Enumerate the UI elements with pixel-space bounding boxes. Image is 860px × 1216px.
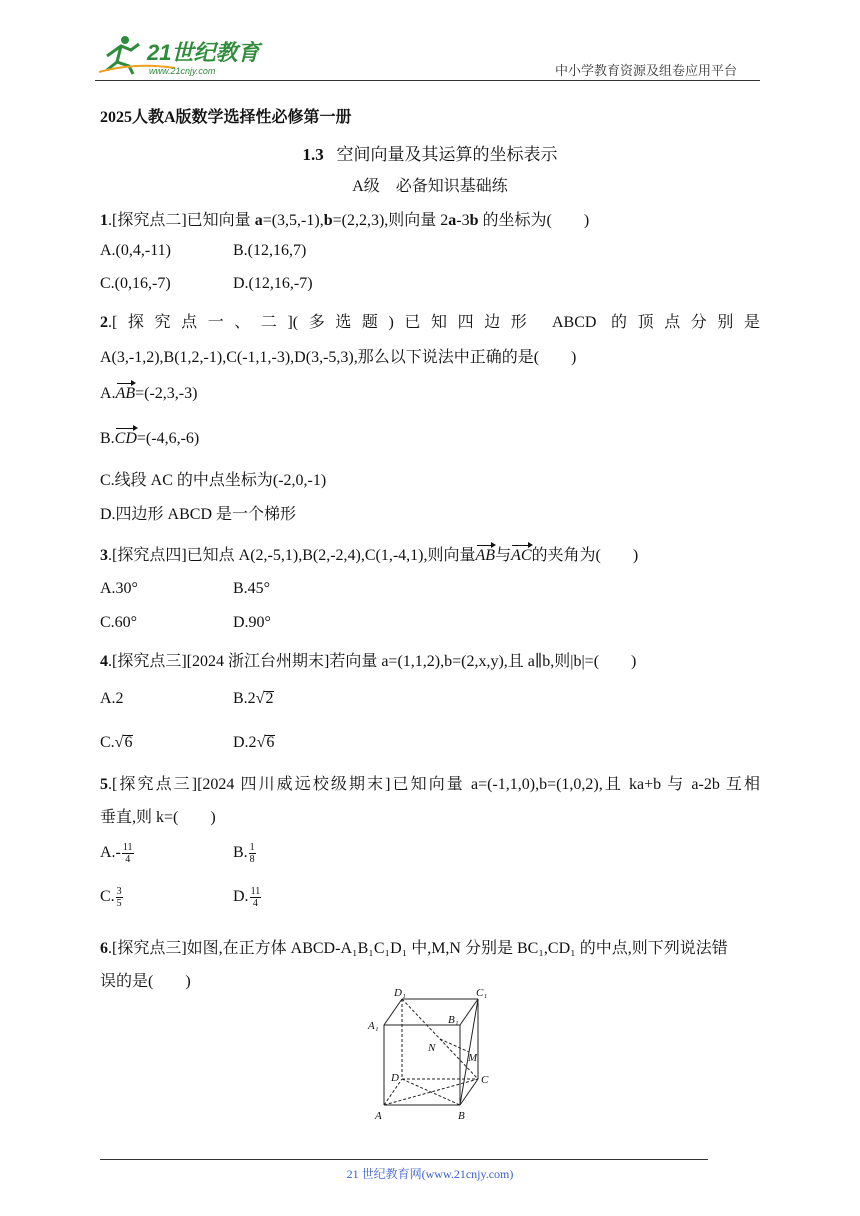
header-platform-text: 中小学教育资源及组卷应用平台 [555, 63, 738, 78]
denominator: 5 [116, 898, 122, 909]
question-5-line-1: 5.[探究点三][2024 四川威远校级期末]已知向量 a=(-1,1,0),b=(1,0,2),且 ka+b 与 a-2b 互相 [100, 776, 760, 793]
denominator: 4 [252, 898, 258, 909]
question-text: =(3,5,-1), [262, 212, 324, 229]
label-c: C [481, 1074, 489, 1086]
denominator: 8 [249, 854, 255, 865]
question-4: 4.[探究点三][2024 浙江台州期末]若向量 a=(1,1,2),b=(2,x,y),且 a∥b,则|b|=( ) [100, 653, 637, 670]
q3-option-c: C.60° [100, 614, 138, 631]
question-text: [探究点三][2024 四川威远校级期末]已知向量 a=(-1,1,0),b=(1,0,2),且 ka+b 与 a-2b 互相 [112, 776, 760, 793]
vector-a: a [254, 212, 263, 229]
q2-option-c: C.线段 AC 的中点坐标为(-2,0,-1) [100, 472, 327, 489]
fraction [249, 842, 256, 865]
section-number: 1.3 [302, 145, 324, 164]
label-a: A [375, 1110, 382, 1122]
option-letter: A. [100, 385, 116, 402]
vector-b: b [323, 212, 333, 229]
q4-option-c: C.√6 [100, 734, 133, 751]
q5-option-d [233, 886, 262, 909]
q1-option-a: A.(0,4,-11) [100, 242, 171, 259]
question-tag: [探究点二] [112, 212, 187, 229]
logo-url: www.21cnjy.com [149, 66, 216, 76]
logo-text: 21世纪教育 [147, 40, 260, 65]
question-text: 的坐标为( ) [478, 212, 590, 229]
question-text: [探究点四]已知点 A(2,-5,1),B(2,-2,4),C(1,-4,1),则向量 [112, 547, 476, 564]
radicand: 2 [265, 690, 274, 707]
label-n: N [428, 1042, 436, 1054]
vector-ac: AC [511, 547, 532, 564]
header-divider [95, 80, 760, 81]
option-letter: B. [100, 430, 115, 447]
question-5-line-2: 垂直,则 k=( ) [100, 809, 216, 826]
section-name: 空间向量及其运算的坐标表示 [336, 145, 558, 164]
vector-a: a [448, 212, 457, 229]
numerator: 1 [249, 842, 255, 853]
option-text: B.2 [233, 690, 256, 707]
question-number: 5 [100, 776, 108, 793]
option-letter: B. [233, 844, 248, 862]
q3-option-b: B.45° [233, 580, 271, 597]
question-number: 3 [100, 547, 108, 564]
label-a1: A₁ [368, 1020, 379, 1032]
question-6-line-1: 6.[探究点三]如图,在正方体 ABCD-A₁B₁C₁D₁ 中,M,N 分别是 BC₁,CD₁ 的中点,则下列说法错 [100, 940, 728, 957]
question-2-line-2: A(3,-1,2),B(1,2,-1),C(-1,1,-3),D(3,-5,3),那么以下说法中正确的是( ) [100, 349, 577, 366]
question-1: 1.[探究点二]已知向量 a=(3,5,-1),b=(2,2,3),则向量 2a-3b 的坐标为( ) [100, 212, 590, 229]
question-number: 6 [100, 940, 108, 957]
vector-cd: CD [114, 430, 137, 447]
question-text: [探究点一、二](多选题)已知四边形 ABCD 的顶点分别是 [112, 314, 760, 331]
section-title [0, 140, 860, 165]
cube-figure [360, 985, 500, 1125]
q1-option-b: B.(12,16,7) [233, 242, 307, 259]
option-letter: A.- [100, 844, 121, 862]
q4-option-d: D.2√6 [233, 734, 275, 751]
fraction [250, 886, 262, 909]
label-b: B [458, 1110, 465, 1122]
vector-ab: AB [475, 547, 496, 564]
question-2-line-1: 2.[探究点一、二](多选题)已知四边形 ABCD 的顶点分别是 [100, 314, 760, 331]
q3-option-a: A.30° [100, 580, 138, 597]
option-letter: C. [100, 888, 115, 906]
footer-divider [100, 1159, 708, 1160]
numerator: 11 [250, 886, 261, 897]
question-text: =(2,2,3),则向量 2 [332, 212, 449, 229]
option-text: D.2 [233, 734, 257, 751]
option-text: =(-4,6,-6) [136, 430, 200, 447]
q4-option-a: A.2 [100, 690, 124, 707]
question-number: 2 [100, 314, 108, 331]
q5-option-a [100, 842, 135, 865]
vector-b: b [469, 212, 479, 229]
radicand: 6 [266, 734, 275, 751]
q1-option-d: D.(12,16,-7) [233, 275, 313, 292]
site-logo [95, 32, 265, 78]
label-c1: C₁ [476, 987, 488, 999]
section-subtitle: A级 必备知识基础练 [352, 178, 508, 195]
q5-option-b [233, 842, 257, 865]
question-6-line-2: 误的是( ) [100, 973, 191, 990]
option-text: C. [100, 734, 115, 751]
question-text: -3 [456, 212, 470, 229]
footer-link[interactable]: 21 世纪教育网(www.21cnjy.com) [346, 1167, 514, 1181]
label-d: D [391, 1072, 399, 1084]
fraction [116, 886, 123, 909]
question-text: [探究点三][2024 浙江台州期末]若向量 a=(1,1,2),b=(2,x,y),且 a∥b,则|b|=( ) [112, 653, 637, 670]
question-text: [探究点三]如图,在正方体 ABCD-A₁B₁C₁D₁ 中,M,N 分别是 BC₁,CD₁ 的中点,则下列说法错 [112, 940, 728, 957]
question-text: 的夹角为( ) [531, 547, 639, 564]
book-title: 2025人教A版数学选择性必修第一册 [100, 109, 352, 126]
numerator: 11 [122, 842, 133, 853]
question-number: 1 [100, 212, 108, 229]
option-letter: D. [233, 888, 249, 906]
q5-option-c [100, 886, 124, 909]
question-3: 3.[探究点四]已知点 A(2,-5,1),B(2,-2,4),C(1,-4,1),则向量AB与AC的夹角为( ) [100, 547, 639, 564]
radicand: 6 [124, 734, 133, 751]
runner-logo-icon [95, 32, 265, 78]
question-text: 与 [495, 547, 512, 564]
q2-option-b [100, 430, 199, 448]
label-m: M [468, 1052, 478, 1064]
q4-option-b: B.2√2 [233, 690, 274, 707]
question-number: 4 [100, 653, 108, 670]
fraction [122, 842, 134, 865]
label-b1: B₁ [448, 1014, 459, 1026]
question-text: 已知向量 [186, 212, 255, 229]
vector-ab: AB [115, 385, 136, 402]
numerator: 3 [116, 886, 122, 897]
q1-option-c: C.(0,16,-7) [100, 275, 171, 292]
cube-diagram [360, 985, 500, 1125]
q2-option-a [100, 385, 197, 403]
label-d1: D₁ [394, 987, 406, 999]
q2-option-d: D.四边形 ABCD 是一个梯形 [100, 506, 297, 523]
option-text: =(-2,3,-3) [135, 385, 198, 402]
denominator: 4 [125, 854, 131, 865]
q3-option-d: D.90° [233, 614, 271, 631]
